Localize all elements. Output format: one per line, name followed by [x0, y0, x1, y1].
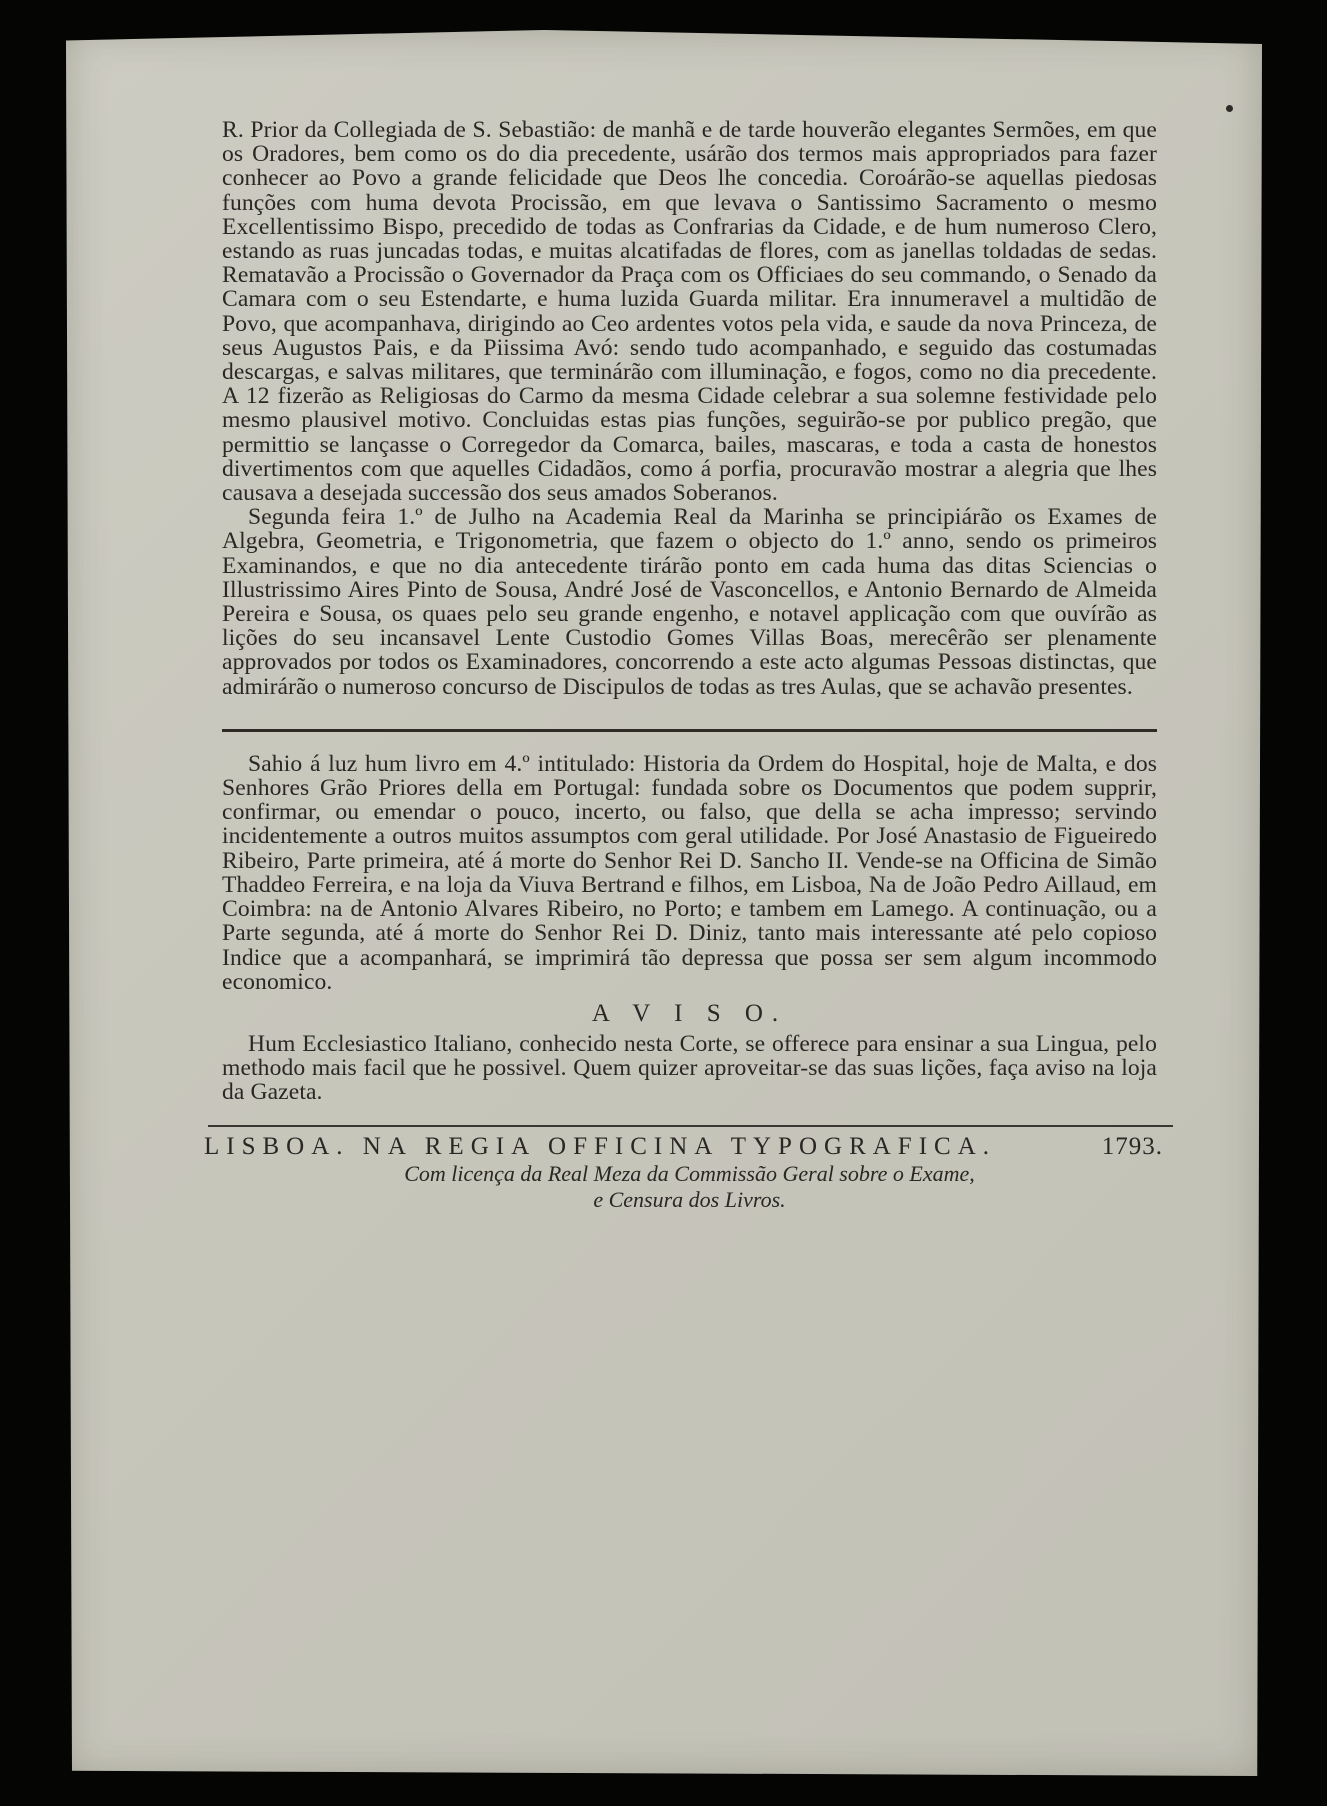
- ink-speck: [1226, 105, 1233, 112]
- section-divider: [222, 729, 1157, 732]
- article-academy-exams: [222, 505, 1157, 699]
- aviso-notice: [222, 1032, 1157, 1105]
- book-notice-text: Sahio á luz hum livro em 4.º intitulado: Historia da Ordem do Hospital, hoje de Malta, e dos Senhores Grão Priores della em Portugal: fundada sobre os Documentos que podem supprir, confirmar, ou emendar o pouco, incerto, ou falso, que della se acha impresso; servindo incidentemente a outros muitos assumptos com geral utilidade. Por José Anastasio de Figueiredo Ribeiro, Parte primeira, até á morte do Senhor Rei D. Sancho II. Vende-se na Officina de Simão Thaddeo Ferreira, e na loja da Viuva Bertrand e filhos, em Lisboa, Na de João Pedro Aillaud, em Coimbra: na de Antonio Alvares Ribeiro, no Porto; e tambem em Lamego. A continuação, ou a Parte segunda, até á morte do Senhor Rei D. Diniz, tanto mais interessante até pelo copioso Indice que a acompanhará, se imprimirá tão depressa que possa ser sem algum incommodo economico.: [222, 750, 1157, 995]
- aviso-notice-text: Hum Ecclesiastico Italiano, conhecido nesta Corte, se offerece para ensinar a sua Lingua, pelo methodo mais facil que he possivel. Quem quizer aproveitar-se das suas lições, faça aviso na loja da Gazeta.: [222, 1030, 1157, 1106]
- article-festivities-text: R. Prior da Collegiada de S. Sebastião: de manhã e de tarde houverão elegantes Sermões, em que os Oradores, bem como os do dia precedente, usárão dos termos mais appropriados para fazer conhecer ao Povo a grande felicidade que Deos lhe concedia. Coroárão-se aquellas piedosas funções com huma devota Procissão, em que levava o Santissimo Sacramento o mesmo Excellentissimo Bispo, precedido de todas as Confrarias da Cidade, e de hum numeroso Clero, estando as ruas juncadas todas, e muitas alcatifadas de flores, com as janellas toldadas de sedas. Rematavão a Procissão o Governador da Praça com os Officiaes do seu commando, o Senado da Camara com o seu Estendarte, e huma luzida Guarda militar. Era innumeravel a multidão de Povo, que acompanhava, dirigindo ao Ceo ardentes votos pela vida, e saude da nova Princeza, de seus Augustos Pais, e da Piissima Avó: sendo tudo acompanhado, e seguido das costumadas descargas, e salvas militares, que terminárão com illuminação, e fogos, como no dia precedente. A 12 fizerão as Religiosas do Carmo da mesma Cidade celebrar a sua solemne festividade pelo mesmo plausivel motivo. Concluidas estas pias funções, seguirão-se por publico pregão, que permittio se lançasse o Corregedor da Comarca, bailes, mascaras, e toda a casta de honestos divertimentos com que aquelles Cidadãos, como á porfia, procuravão mostrar a alegria que lhes causava a desejada successão dos seus amados Soberanos.: [222, 117, 1157, 507]
- article-festivities: [222, 118, 1157, 505]
- imprint: [204, 1132, 1163, 1161]
- article-academy-exams-text: Segunda feira 1.º de Julho na Academia Real da Marinha se principiárão os Exames de Algebra, Geometria, e Trigonometria, que fazem o objecto do 1.º anno, sendo os primeiros Examinandos, e que no dia antecedente tirárão ponto em cada huma das ditas Sciencias o Illustrissimo Aires Pinto de Sousa, André José de Vasconcellos, e Antonio Bernardo de Almeida Pereira e Sousa, os quaes pelo seu grande engenho, e notavel applicação com que ouvírão as lições do seu incansavel Lente Custodio Gomes Villas Boas, merecêrão ser plenamente approvados por todos os Examinadores, concorrendo a este acto algumas Pessoas distinctas, que admirárão o numeroso concurso de Discipulos de todas as tres Aulas, que se achavão presentes.: [222, 504, 1157, 700]
- imprint-divider: [208, 1125, 1173, 1127]
- imprint-year: 1793.: [1101, 1132, 1163, 1160]
- aviso-heading: A V I S O.: [591, 999, 788, 1027]
- imprint-license-line-2: e Censura dos Livros.: [593, 1186, 786, 1212]
- imprint-license-line-1: Com licença da Real Meza da Commissão Geral sobre o Exame,: [404, 1160, 975, 1186]
- imprint-publisher: LISBOA. NA REGIA OFFICINA TYPOGRAFICA.: [204, 1132, 997, 1160]
- page-content: [204, 117, 1163, 1213]
- book-notice: [222, 752, 1157, 994]
